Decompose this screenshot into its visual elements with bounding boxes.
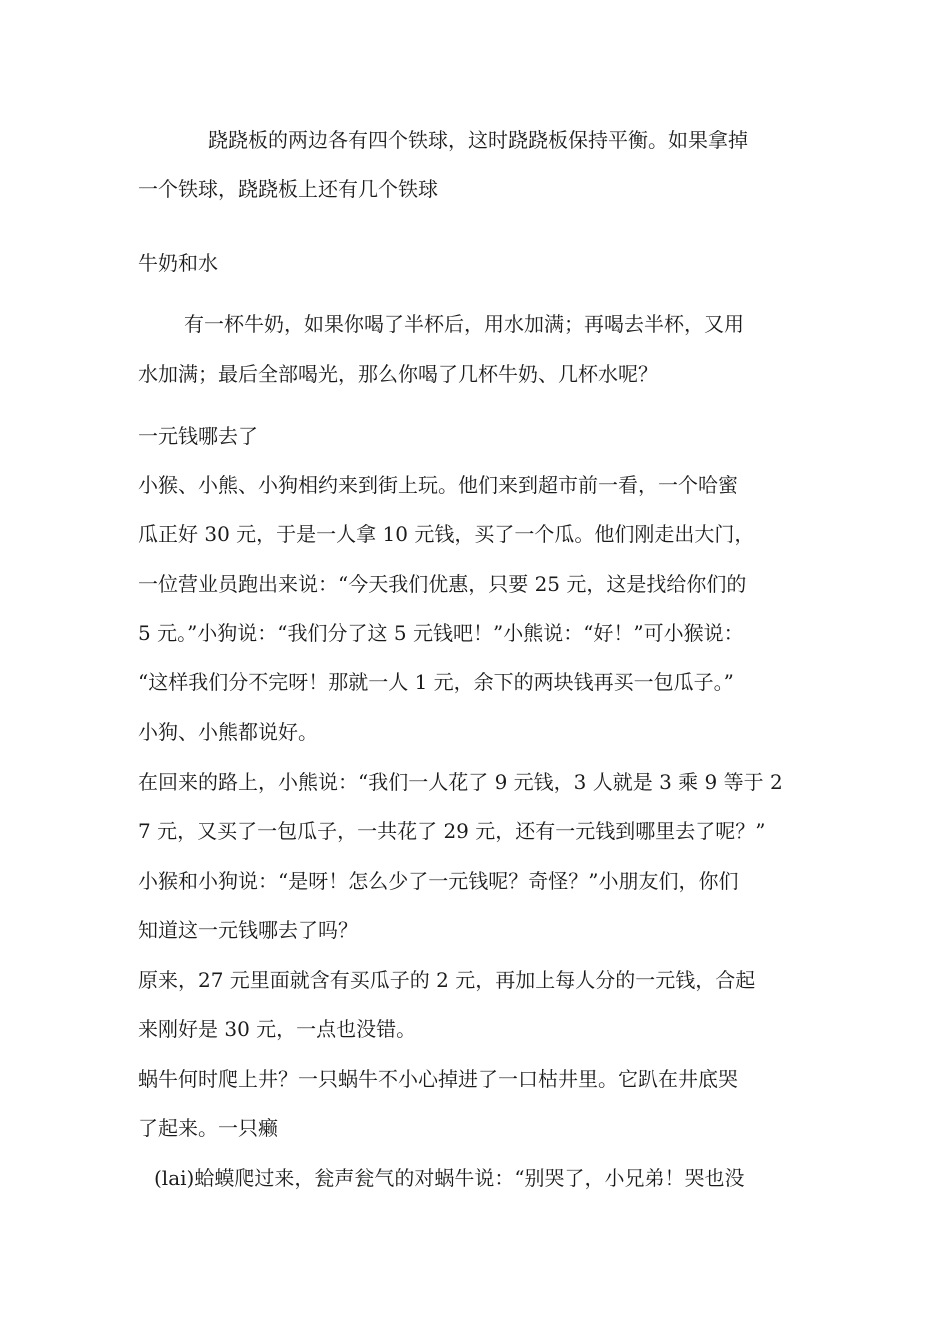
section-heading: 一元钱哪去了	[138, 424, 258, 448]
paragraph-line: 小猴和小狗说：“是呀！怎么少了一元钱呢？奇怪？”小朋友们，你们	[138, 869, 739, 893]
section-heading: 牛奶和水	[138, 251, 218, 275]
paragraph-line: 瓜正好 30 元，于是一人拿 10 元钱，买了一个瓜。他们刚走出大门，	[138, 522, 755, 546]
paragraph-line: 知道这一元钱哪去了吗？	[138, 918, 358, 942]
paragraph-line: 来刚好是 30 元，一点也没错。	[138, 1017, 417, 1041]
paragraph-line: (lai)蛤蟆爬过来，瓮声瓮气的对蜗牛说：“别哭了，小兄弟！哭也没	[154, 1166, 745, 1190]
paragraph-line: 小猴、小熊、小狗相约来到街上玩。他们来到超市前一看，一个哈蜜	[138, 473, 738, 497]
paragraph-line: 小狗、小熊都说好。	[138, 720, 318, 744]
paragraph-line: 5 元。”小狗说：“我们分了这 5 元钱吧！”小熊说：“好！”可小猴说：	[138, 621, 744, 645]
paragraph-line: 蜗牛何时爬上井？一只蜗牛不小心掉进了一口枯井里。它趴在井底哭	[138, 1067, 738, 1091]
paragraph-line: 一位营业员跑出来说：“今天我们优惠，只要 25 元，这是找给你们的	[138, 572, 747, 596]
paragraph-line: 一个铁球，跷跷板上还有几个铁球	[138, 177, 438, 201]
paragraph-line: 原来，27 元里面就含有买瓜子的 2 元，再加上每人分的一元钱，合起	[138, 968, 756, 992]
paragraph-line: 水加满；最后全部喝光，那么你喝了几杯牛奶、几杯水呢？	[138, 362, 658, 386]
paragraph-line: “这样我们分不完呀！那就一人 1 元，余下的两块钱再买一包瓜子。”	[138, 670, 734, 694]
paragraph-line: 7 元，又买了一包瓜子，一共花了 29 元，还有一元钱到哪里去了呢？”	[138, 819, 766, 843]
paragraph-line: 了起来。一只癞	[138, 1116, 278, 1140]
paragraph-line: 跷跷板的两边各有四个铁球，这时跷跷板保持平衡。如果拿掉	[208, 128, 748, 152]
paragraph-line: 在回来的路上，小熊说：“我们一人花了 9 元钱，3 人就是 3 乘 9 等于 2	[138, 770, 783, 794]
paragraph-line: 有一杯牛奶，如果你喝了半杯后，用水加满；再喝去半杯，又用	[184, 312, 744, 336]
